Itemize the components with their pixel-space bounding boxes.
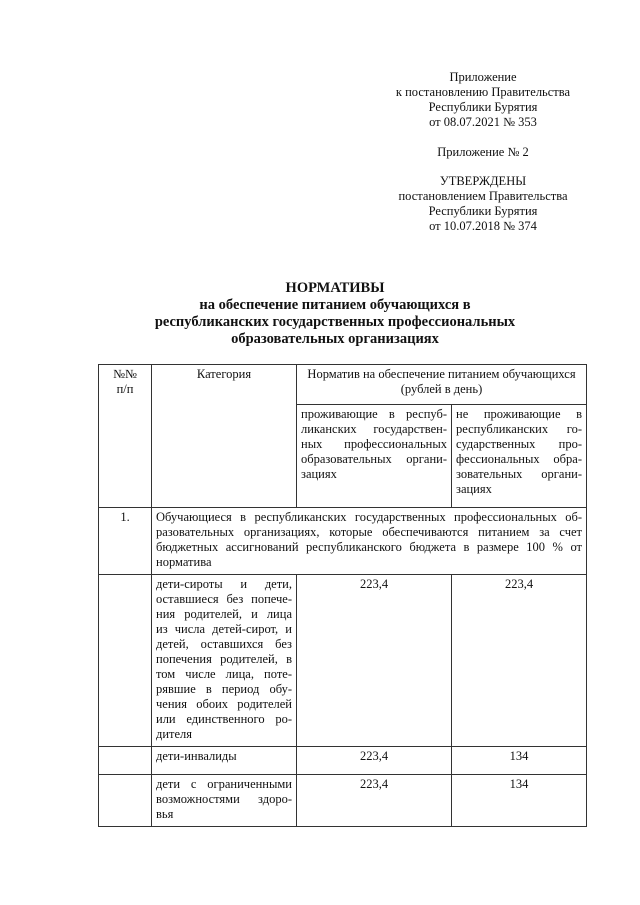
header-norm: Норматив на обеспечение питанием обучающихся (рублей в день) (297, 365, 587, 405)
appendix-number (380, 145, 586, 160)
section-text: Обучающиеся в республиканских государственных профессиональных об- разовательных организациях, которые обеспечиваются питанием за счет бюджетных ассигнований республиканского бюджета в размере 100 % от норматива (152, 508, 587, 575)
norms-table (98, 364, 587, 827)
row-living-value: 223,4 (297, 575, 452, 747)
table-row (99, 747, 587, 775)
row-category: дети-сироты и дети, оставшиеся без попече- ния родителей, и лица из числа детей-сирот, и детей, оставшихся без попечения родителей, в том числе лица, поте- рявшие в период обу- чения обоих родителей или единственного ро- дителя (152, 575, 297, 747)
row-not-living-value: 134 (452, 775, 587, 827)
row-number (99, 775, 152, 827)
table-row (99, 775, 587, 827)
appendix-line: к постановлению Правительства (395, 85, 571, 99)
appendix-number-text: Приложение № 2 (437, 145, 529, 159)
approval-line: УТВЕРЖДЕНЫ (439, 174, 527, 188)
approval-block (380, 174, 586, 234)
section-number: 1. (99, 508, 152, 575)
title-line: образовательных организациях (231, 331, 439, 347)
title-line: республиканских государственных профессиональных (154, 314, 516, 330)
appendix-line: Приложение (449, 70, 517, 84)
appendix-reference (380, 70, 586, 130)
table-row (99, 575, 587, 747)
table-section-row (99, 508, 587, 575)
row-living-value: 223,4 (297, 747, 452, 775)
header-category: Категория (152, 365, 297, 508)
header-number: №№ п/п (99, 365, 152, 508)
row-number (99, 575, 152, 747)
subheader-not-living: не проживающие в республиканских го- сударственных про- фессиональных обра- зовательных органи- зациях (452, 405, 587, 508)
row-living-value: 223,4 (297, 775, 452, 827)
row-not-living-value: 134 (452, 747, 587, 775)
appendix-line: от 08.07.2021 № 353 (429, 115, 537, 129)
title-main: НОРМАТИВЫ (285, 280, 385, 296)
document-title (100, 280, 570, 348)
approval-line: от 10.07.2018 № 374 (429, 219, 537, 233)
approval-line: Республики Бурятия (428, 204, 538, 218)
appendix-line: Республики Бурятия (428, 100, 538, 114)
subheader-living: проживающие в респуб- ликанских государствен- ных профессиональных образовательных органи- зациях (297, 405, 452, 508)
table-header-row (99, 365, 587, 405)
row-not-living-value: 223,4 (452, 575, 587, 747)
row-category: дети с ограниченными возможностями здоро- вья (152, 775, 297, 827)
title-line: на обеспечение питанием обучающихся в (199, 297, 471, 313)
approval-line: постановлением Правительства (398, 189, 568, 203)
row-number (99, 747, 152, 775)
row-category: дети-инвалиды (152, 747, 297, 775)
